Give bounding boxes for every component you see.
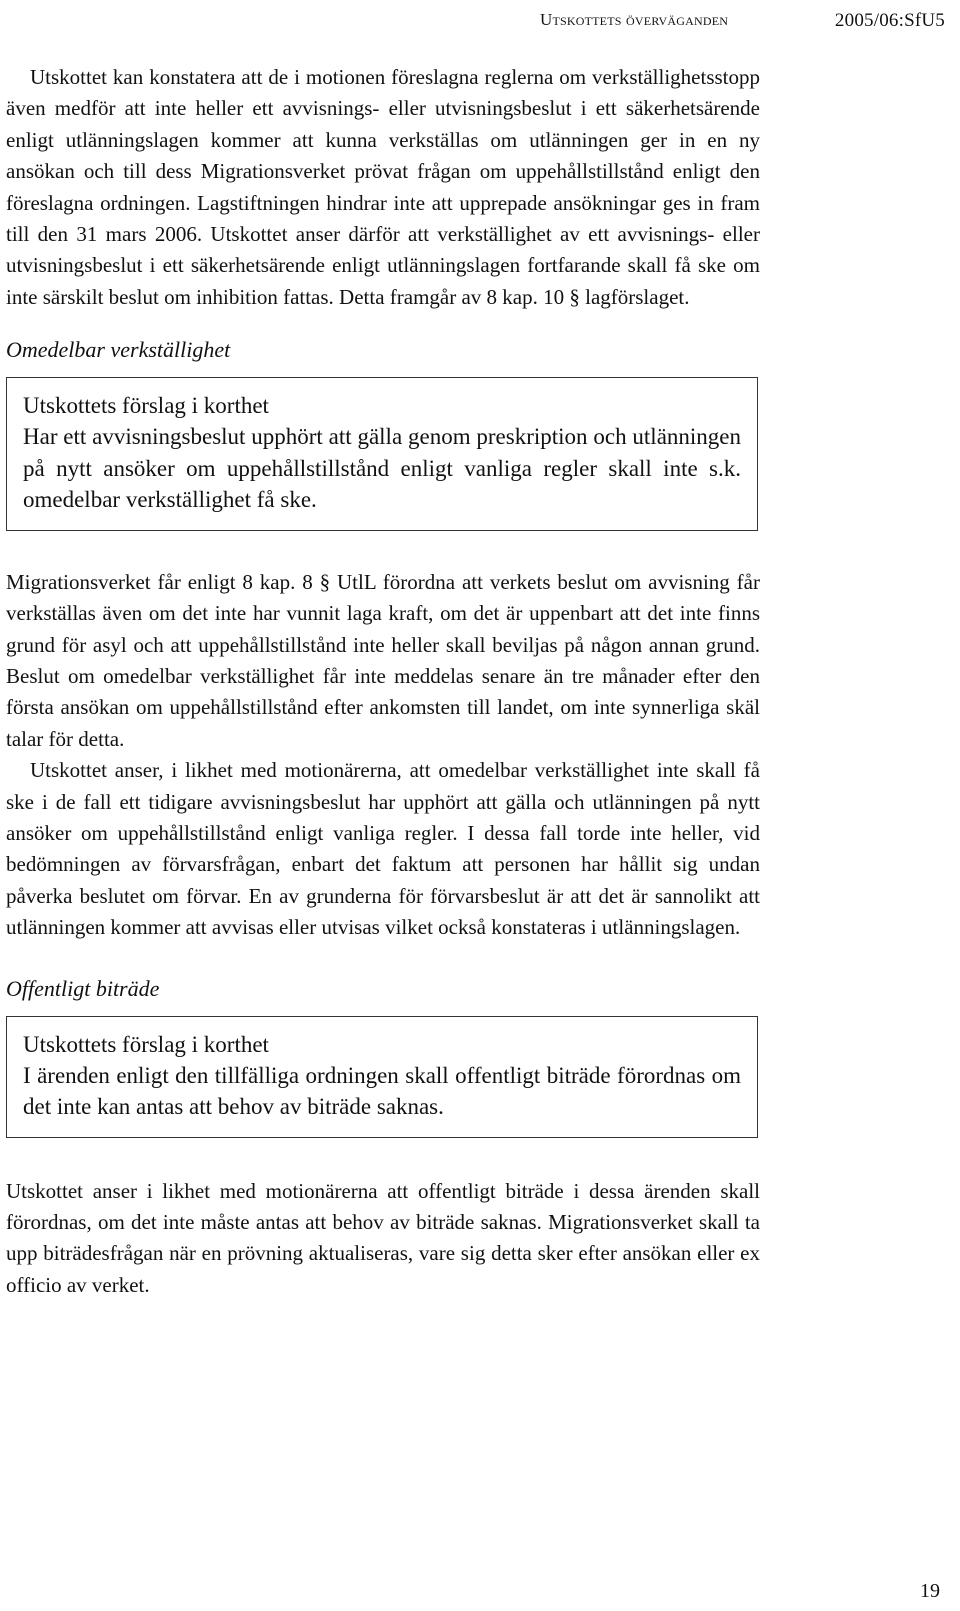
header-section-title: Utskottets överväganden [540, 10, 729, 29]
heading-omedelbar-verkstallighet: Omedelbar verkställighet [6, 337, 231, 363]
page-number: 19 [920, 1580, 940, 1602]
summary-box-text: Har ett avvisningsbeslut upphört att gälla genom preskription och utlänningen på nytt ansöker om uppehållstillstånd enligt vanliga regler skall inte s.k. omedelbar verkställighet få ske. [23, 424, 741, 513]
summary-box-title: Utskottets förslag i korthet [23, 393, 269, 419]
summary-box-bitrade [6, 1016, 758, 1138]
heading-offentligt-bitrade: Offentligt biträde [6, 975, 160, 1001]
paragraph-utskottet-omedelbar: Utskottet anser, i likhet med motionärerna, att omedelbar verkställighet inte skall få ske i de fall ett tidigare avvisningsbeslut har upphört att gälla och utlänningen på nytt ansöker om uppehållstillstånd enligt vanliga regler. I dessa fall torde inte heller, vid bedömningen av förvarsfrågan, enbart det faktum att personen har hållit sig undan påverka beslutet om förvar. En av grunderna för förvarsbeslut är att det är sannolikt att utlänningen kommer att avvisas eller utvisas vilket också konstateras i utlänningslagen. [6, 758, 760, 940]
summary-box-title: Utskottets förslag i korthet [23, 1031, 269, 1057]
paragraph-utskottet-bitrade: Utskottet anser i likhet med motionärerna att offentligt biträde i dessa ärenden skall förordnas, om det inte måste antas att behov av biträde saknas. Migrationsverket skall ta upp biträdesfrågan när en prövning aktualiseras, vare sig detta sker efter ansökan eller ex officio av verket. [6, 1178, 760, 1297]
paragraph-verkstallighetsstopp: Utskottet kan konstatera att de i motionen föreslagna reglerna om verkställighetsstopp även medför att inte heller ett avvisnings- eller utvisningsbeslut i ett säkerhetsärende enligt utlänningslagen kommer att kunna verkställas om utlänningen ger in en ny ansökan och till dess Migrationsverket prövat frågan om uppehållstillstånd enligt den föreslagna ordningen. Lagstiftningen hindrar inte att upprepade ansökningar ges in fram till den 31 mars 2006. Utskottet anser därför att verkställighet av ett avvisnings- eller utvisningsbeslut i ett säkerhetsärende enligt utlänningslagen fortfarande skall få ske om inte särskilt beslut om inhibition fattas. Detta framgår av 8 kap. 10 § lagförslaget. [6, 65, 760, 309]
summary-box-omedelbar [6, 377, 758, 531]
summary-box-text: I ärenden enligt den tillfälliga ordningen skall offentligt biträde förordnas om det inte kan antas att behov av biträde saknas. [23, 1062, 741, 1120]
page-content [6, 62, 760, 1301]
header-doc-id: 2005/06:SfU5 [834, 10, 945, 31]
paragraph-migrationsverket-forordna: Migrationsverket får enligt 8 kap. 8 § UtlL förordna att verkets beslut om avvisning får verkställas även om det inte har vunnit laga kraft, om det är uppenbart att det inte finns grund för asyl och att uppehållstillstånd inte heller skall beviljas på någon annan grund. Beslut om omedelbar verkställighet får inte meddelas senare än tre månader efter den första ansökan om uppehållstillstånd efter ankomsten till landet, om inte synnerliga skäl talar för detta. [6, 569, 760, 751]
